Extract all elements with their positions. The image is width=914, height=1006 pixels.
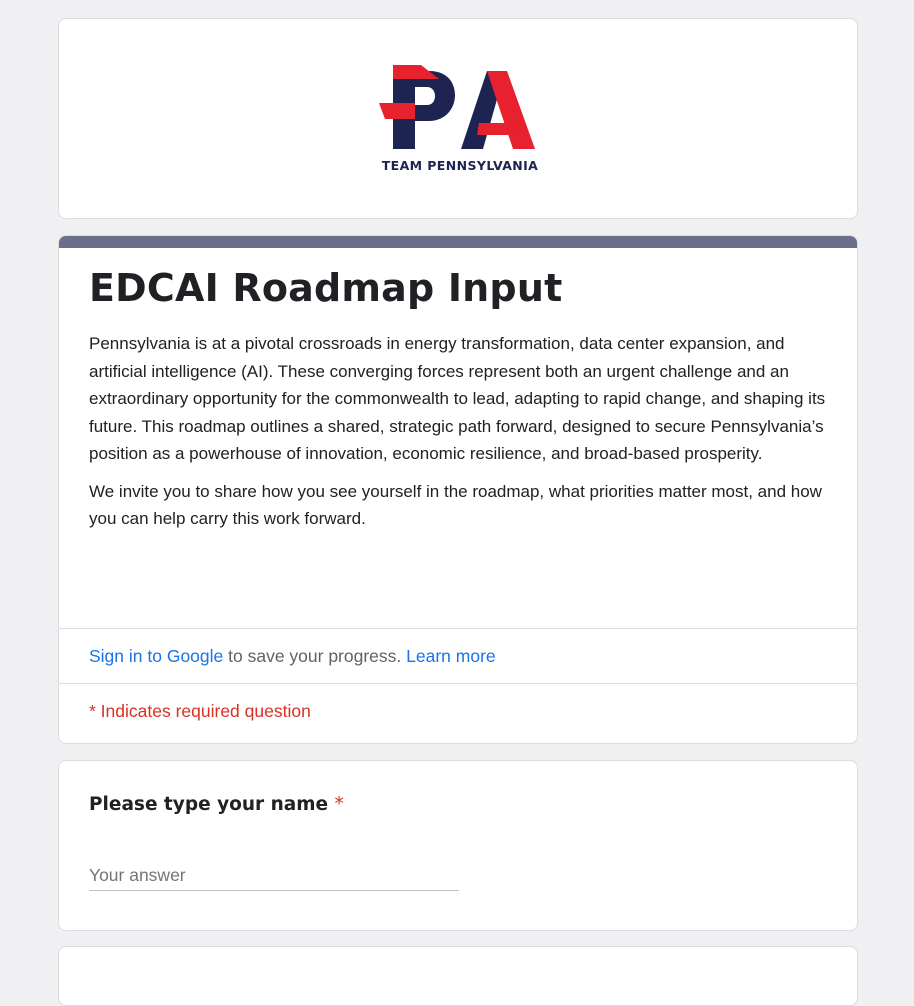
form-header-card bbox=[58, 235, 858, 744]
form-description bbox=[89, 330, 831, 533]
team-pennsylvania-logo bbox=[379, 65, 541, 177]
required-question-note: * Indicates required question bbox=[89, 701, 311, 721]
sign-in-link[interactable]: Sign in to Google bbox=[89, 646, 224, 666]
next-question-card bbox=[58, 946, 858, 1006]
signin-notice bbox=[89, 646, 496, 667]
form-title: EDCAI Roadmap Input bbox=[89, 266, 563, 310]
description-paragraph-1: Pennsylvania is at a pivotal crossroads in energy transformation, data center expansion, and artificial intelligence (AI). These converging forces represent both an urgent challenge and an extraordinary opportunity for the commonwealth to lead, adapting to rapid change, and shaping its future. This roadmap outlines a shared, strategic path forward, designed to secure Pennsylvania’s position as a powerhouse of innovation, economic resilience, and broad-based prosperity. bbox=[89, 334, 826, 463]
header-logo-card bbox=[58, 18, 858, 219]
learn-more-link[interactable]: Learn more bbox=[406, 646, 496, 666]
name-answer-input[interactable] bbox=[89, 861, 459, 891]
description-paragraph-2: We invite you to share how you see yourself in the roadmap, what priorities matter most, and how you can help carry this work forward. bbox=[89, 481, 822, 528]
question-card-name bbox=[58, 760, 858, 931]
required-asterisk: * bbox=[334, 794, 344, 815]
question-label: Please type your name bbox=[89, 794, 329, 815]
signin-text: to save your progress. bbox=[223, 646, 407, 666]
logo-tagline: TEAM PENNSYLVANIA bbox=[381, 158, 539, 173]
title-accent-bar bbox=[59, 236, 857, 248]
question-title bbox=[89, 794, 344, 815]
pa-logo-icon bbox=[379, 65, 541, 155]
divider bbox=[59, 628, 857, 629]
divider bbox=[59, 683, 857, 684]
